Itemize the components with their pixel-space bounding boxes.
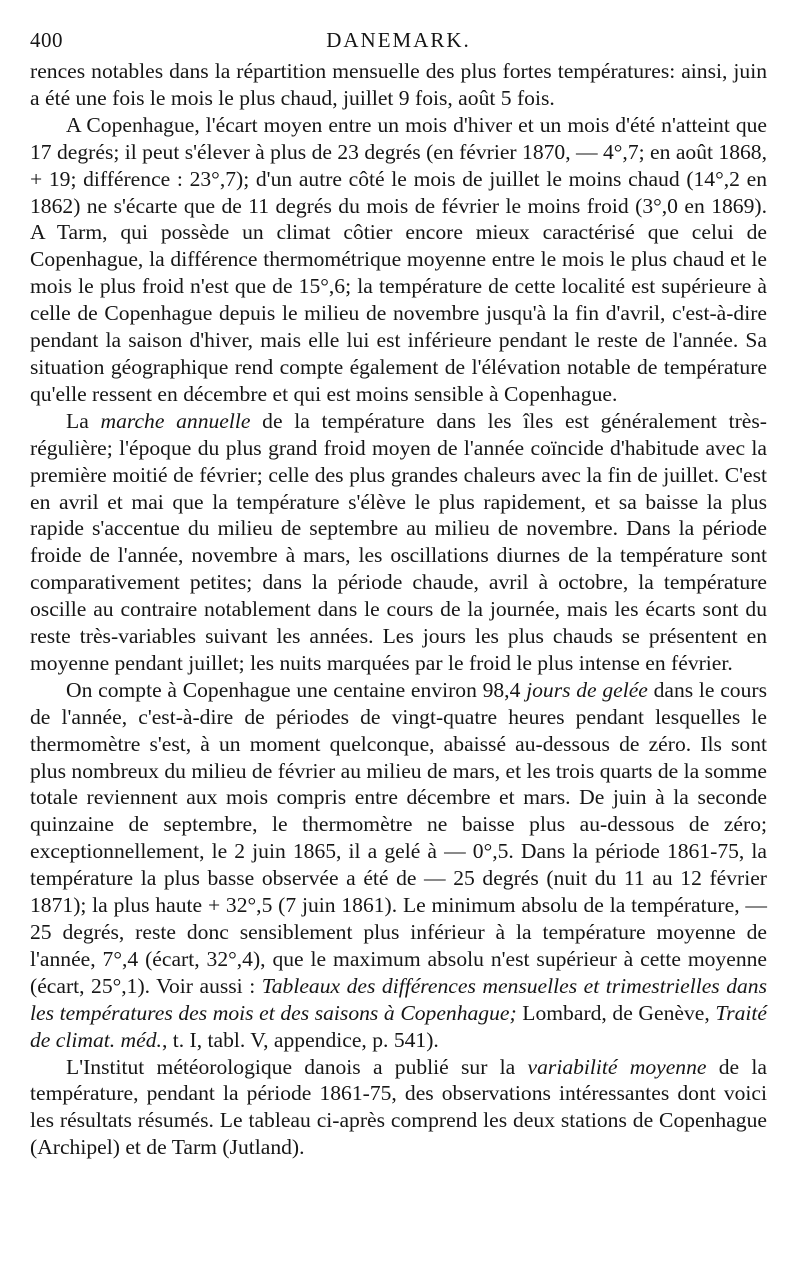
text-run: , t. I, tabl. V, appendice, p. 541).: [161, 1027, 439, 1052]
text-run: La: [66, 408, 101, 433]
text-run: L'Institut météorologique danois a publié sur la: [66, 1054, 528, 1079]
text-run: dans le cours de l'année, c'est-à-dire de périodes de vingt-quatre heures pendant lesquelles le thermomètre s'est, à un moment quelconque, abaissé au-dessous de zéro. Ils sont plus nombreux du milieu de février au milieu de mars, et les trois quarts de la somme totale reviennent aux mois compris entre décembre et mars. De juin à la seconde quinzaine de septembre, le thermomètre ne baisse plus au-dessous de zéro; exceptionnellement, le 2 juin 1865, il a gelé à — 0°,5. Dans la période 1861-75, la température la plus basse observée a été de — 25 degrés (nuit du 11 au 12 février 1871); la plus haute + 32°,5 (7 juin 1861). Le minimum absolu de la température, — 25 degrés, reste donc sensiblement plus inférieur à la température moyenne de l'année, 7°,4 (écart, 32°,4), que le maximum absolu n'est supérieur à cette moyenne (écart, 25°,1). Voir aussi :: [30, 677, 768, 998]
running-title: DANEMARK.: [326, 28, 471, 52]
text-run: de la température, pendant la période 1861-75, des observations intéressantes dont voici les résultats résumés. Le tableau ci-après comprend les deux stations de Copenhague (Archipel) et de Tarm (Jutland).: [30, 1054, 767, 1160]
body-text: [30, 58, 767, 1161]
italic-text: jours de gelée: [526, 677, 648, 702]
paragraph: [30, 408, 767, 677]
text-run: de la température dans les îles est généralement très-régulière; l'époque du plus grand froid moyen de l'année coïncide d'habitude avec la première moitié de février; celle des plus grandes chaleurs avec la fin de juillet. C'est en avril et mai que la température s'élève le plus rapidement, et sa baisse la plus rapide s'accentue du milieu de septembre au milieu de novembre. Dans la période froide de l'année, novembre à mars, les oscillations diurnes de la température sont comparativement petites; dans la période chaude, avril à octobre, la température oscille au contraire notablement dans le cours de la journée, mais les écarts sont du reste très-variables suivant les années. Les jours les plus chauds se présentent en moyenne pendant juillet; les nuits marquées par le froid le plus intense en février.: [30, 408, 767, 675]
italic-text: marche annuelle: [100, 408, 251, 433]
text-run: A Copenhague, l'écart moyen entre un mois d'hiver et un mois d'été n'atteint que 17 degrés; il peut s'élever à plus de 23 degrés (en février 1870, — 4°,7; en août 1868, + 19; différence : 23°,7); d'un autre côté le mois de juillet le moins chaud (14°,2 en 1862) ne s'écarte que de 11 degrés du mois de février le moins froid (3°,0 en 1869). A Tarm, qui possède un climat côtier encore mieux caractérisé que celui de Copenhague, la différence thermométrique moyenne entre le mois le plus chaud et le mois le plus froid n'est que de 15°,6; la température de cette localité est supérieure à celle de Copenhague depuis le milieu de novembre jusqu'à la fin d'avril, c'est-à-dire pendant la saison d'hiver, mais elle lui est inférieure pendant le reste de l'année. Sa situation géographique rend compte également de l'élévation notable de température qu'elle ressent en décembre et qui est moins sensible à Copenhague.: [30, 112, 767, 406]
italic-text: Tableaux des différences mensuelles et trimestrielles dans les températures des mois et des saisons à Copenhague;: [30, 973, 767, 1025]
text-run: On compte à Copenhague une centaine environ 98,4: [66, 677, 527, 702]
italic-text: variabilité moyenne: [527, 1054, 707, 1079]
paragraph: [30, 58, 767, 112]
paragraph: [30, 112, 767, 408]
running-header: [30, 22, 767, 58]
text-run: Lombard, de Genève,: [516, 1000, 716, 1025]
paragraph: [30, 1054, 767, 1162]
italic-text: Traité de climat. méd.: [30, 1000, 767, 1052]
paragraph: [30, 677, 767, 1054]
page-number: 400: [30, 28, 63, 52]
text-run: rences notables dans la répartition mensuelle des plus fortes températures: ainsi, juin a été une fois le mois le plus chaud, juillet 9 fois, août 5 fois.: [30, 59, 767, 110]
